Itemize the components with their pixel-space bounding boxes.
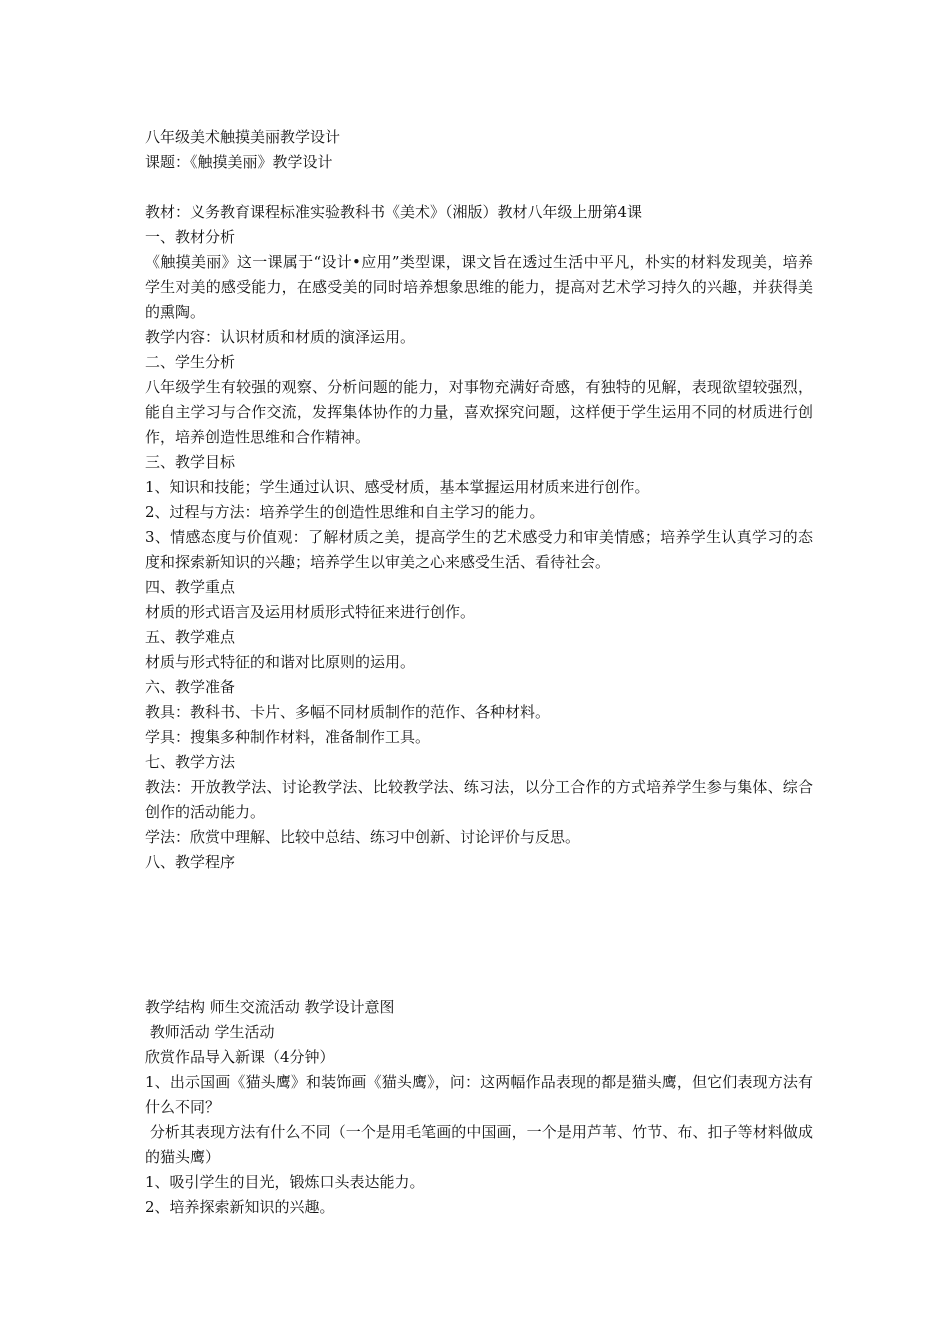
section-heading: 二、学生分析 [145,353,236,371]
section-heading: 四、教学重点 [145,578,236,596]
paragraph: 材质的形式语言及运用材质形式特征来进行创作。 [145,603,476,621]
section-heading: 五、教学难点 [145,628,236,646]
stage-title: 欣赏作品导入新课（4分钟） [145,1048,335,1066]
paragraph: 1、出示国画《猫头鹰》和装饰画《猫头鹰》，问：这两幅作品表现的都是猫头鹰，但它们表现方法有什么不同？ [145,1073,813,1116]
paragraph: 学具：搜集多种制作材料，准备制作工具。 [145,728,431,746]
section-heading: 六、教学准备 [145,678,236,696]
paragraph: 八年级学生有较强的观察、分析问题的能力，对事物充满好奇感，有独特的见解，表现欲望较强烈，能自主学习与合作交流，发挥集体协作的力量，喜欢探究问题，这样便于学生运用不同的材质进行创作，培养创造性思维和合作精神。 [145,378,813,446]
table-header-line: 教学结构 师生交流活动 教学设计意图 [145,998,395,1016]
paragraph: 教具：教科书、卡片、多幅不同材质制作的范作、各种材料。 [145,703,551,721]
lesson-topic: 课题：《触摸美丽》教学设计 [145,153,333,171]
paragraph: 学法：欣赏中理解、比较中总结、练习中创新、讨论评价与反思。 [145,828,581,846]
section-heading: 一、教材分析 [145,228,236,246]
paragraph: 《触摸美丽》这一课属于“设计•应用”类型课，课文旨在透过生活中平凡，朴实的材料发现美，培养学生对美的感受能力，在感受美的同时培养想象思维的能力，提高对艺术学习持久的兴趣，并获得美的熏陶。 [145,253,813,321]
document-title: 八年级美术触摸美丽教学设计 [145,128,341,146]
document-body-part1 [145,125,813,875]
document-body-part2 [145,995,813,1220]
paragraph: 1、吸引学生的目光，锻炼口头表达能力。 [145,1173,425,1191]
paragraph: 1、知识和技能；学生通过认识、感受材质，基本掌握运用材质来进行创作。 [145,478,650,496]
paragraph: 材质与形式特征的和谐对比原则的运用。 [145,653,416,671]
textbook-info: 教材：义务教育课程标准实验教科书《美术》（湘版）教材八年级上册第4课 [145,203,643,221]
paragraph: 2、过程与方法：培养学生的创造性思维和自主学习的能力。 [145,503,545,521]
paragraph: 教学内容：认识材质和材质的演泽运用。 [145,328,416,346]
paragraph: 分析其表现方法有什么不同（一个是用毛笔画的中国画，一个是用芦苇、竹节、布、扣子等材料做成的猫头鹰） [145,1123,813,1166]
section-heading: 三、教学目标 [145,453,236,471]
section-heading: 八、教学程序 [145,853,236,871]
paragraph: 3、情感态度与价值观：了解材质之美，提高学生的艺术感受力和审美情感；培养学生认真学习的态度和探索新知识的兴趣；培养学生以审美之心来感受生活、看待社会。 [145,528,813,571]
section-heading: 七、教学方法 [145,753,236,771]
paragraph: 2、培养探索新知识的兴趣。 [145,1198,335,1216]
blank-line [145,175,813,200]
paragraph: 教法：开放教学法、讨论教学法、比较教学法、练习法，以分工合作的方式培养学生参与集体、综合创作的活动能力。 [145,778,813,821]
table-subheader-line: 教师活动 学生活动 [145,1023,275,1041]
